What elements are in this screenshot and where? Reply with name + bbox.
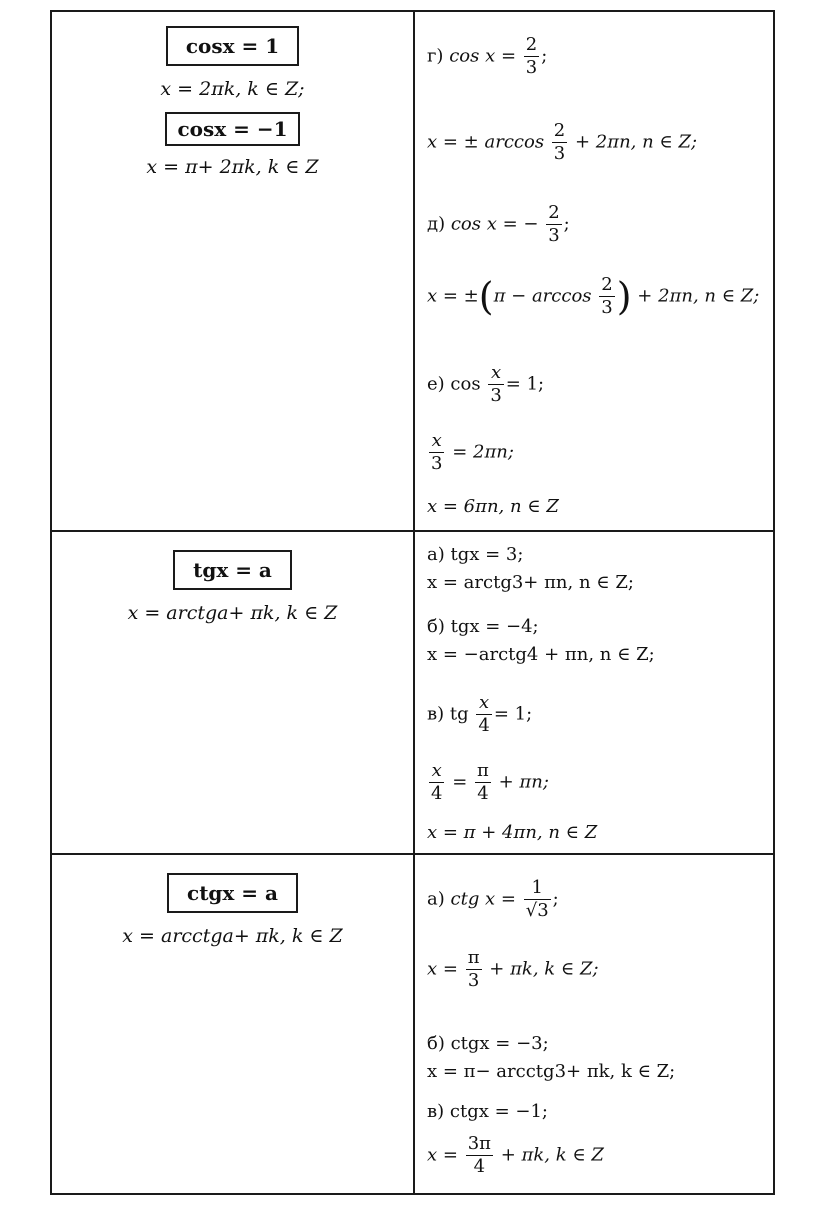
ctg-general-solution: x = arcctga+ πk, k ∈ Z [122,925,343,947]
ctg-eq-box: ctgx = a [167,873,298,913]
tg-examples-cell [415,532,773,853]
tg-row [52,532,773,853]
example-ctg-b-solution: x = π− arcctg3+ πk, k ∈ Z; [427,1061,676,1082]
tg-general-solution: x = arctga+ πk, k ∈ Z [127,602,338,624]
tg-eq-box: tgx = a [173,550,292,590]
cos-examples-cell [415,12,773,530]
example-tg-v-solution: x = π + 4πn, n ∈ Z [427,822,598,843]
example-ctg-a-equation: а) ctg x = $\frac{1}{√3}$ ; [427,877,559,921]
ctg-theory-cell [52,855,413,1193]
example-tg-a-equation: а) tgx = 3; [427,544,524,565]
ctg-row [52,855,773,1193]
cos-eq-minus1-solution: x = π+ 2πk, k ∈ Z [146,156,319,178]
example-d-solution: x = ±(π − arccos $\frac{2}{3}$ ) + 2πn, n ∈ Z; [427,274,760,319]
example-ctg-v-solution: x = $\frac{3\pi}{4}$ + πk, k ∈ Z [427,1133,604,1177]
example-ctg-v-equation: в) ctgx = −1; [427,1101,548,1122]
example-ctg-a-solution: x = $\frac{\pi}{3}$ + πk, k ∈ Z; [427,947,599,991]
example-e-solution: x = 6πn, n ∈ Z [427,496,559,517]
example-e-step: $\frac{x}{3}$ = 2πn; [431,430,514,474]
cos-theory-cell [52,12,413,530]
example-tg-b-solution: x = −arctg4 + πn, n ∈ Z; [427,644,655,665]
cos-row [52,12,773,530]
tg-theory-cell [52,532,413,853]
example-tg-v-step: $\frac{x}{4}$ = $\frac{\pi}{4}$ + πn; [431,760,549,804]
example-tg-a-solution: x = arctg3+ πn, n ∈ Z; [427,572,634,593]
example-tg-b-equation: б) tgx = −4; [427,616,539,637]
example-g-equation: г) cos x = $\frac{2}{3}$ ; [427,34,548,78]
example-ctg-b-equation: б) ctgx = −3; [427,1033,549,1054]
cos-eq-1-box: cosx = 1 [166,26,299,66]
formula-table [50,10,775,1195]
ctg-examples-cell [415,855,773,1193]
example-d-equation: д) cos x = − $\frac{2}{3}$ ; [427,202,570,246]
example-e-equation: е) cos $\frac{x}{3}$ = 1; [427,362,545,406]
example-g-solution: x = ± arccos $\frac{2}{3}$ + 2πn, n ∈ Z; [427,120,698,164]
cos-eq-1-solution: x = 2πk, k ∈ Z; [160,78,305,100]
example-tg-v-equation: в) tg $\frac{x}{4}$ = 1; [427,692,533,736]
cos-eq-minus1-box: cosx = −1 [165,112,299,146]
